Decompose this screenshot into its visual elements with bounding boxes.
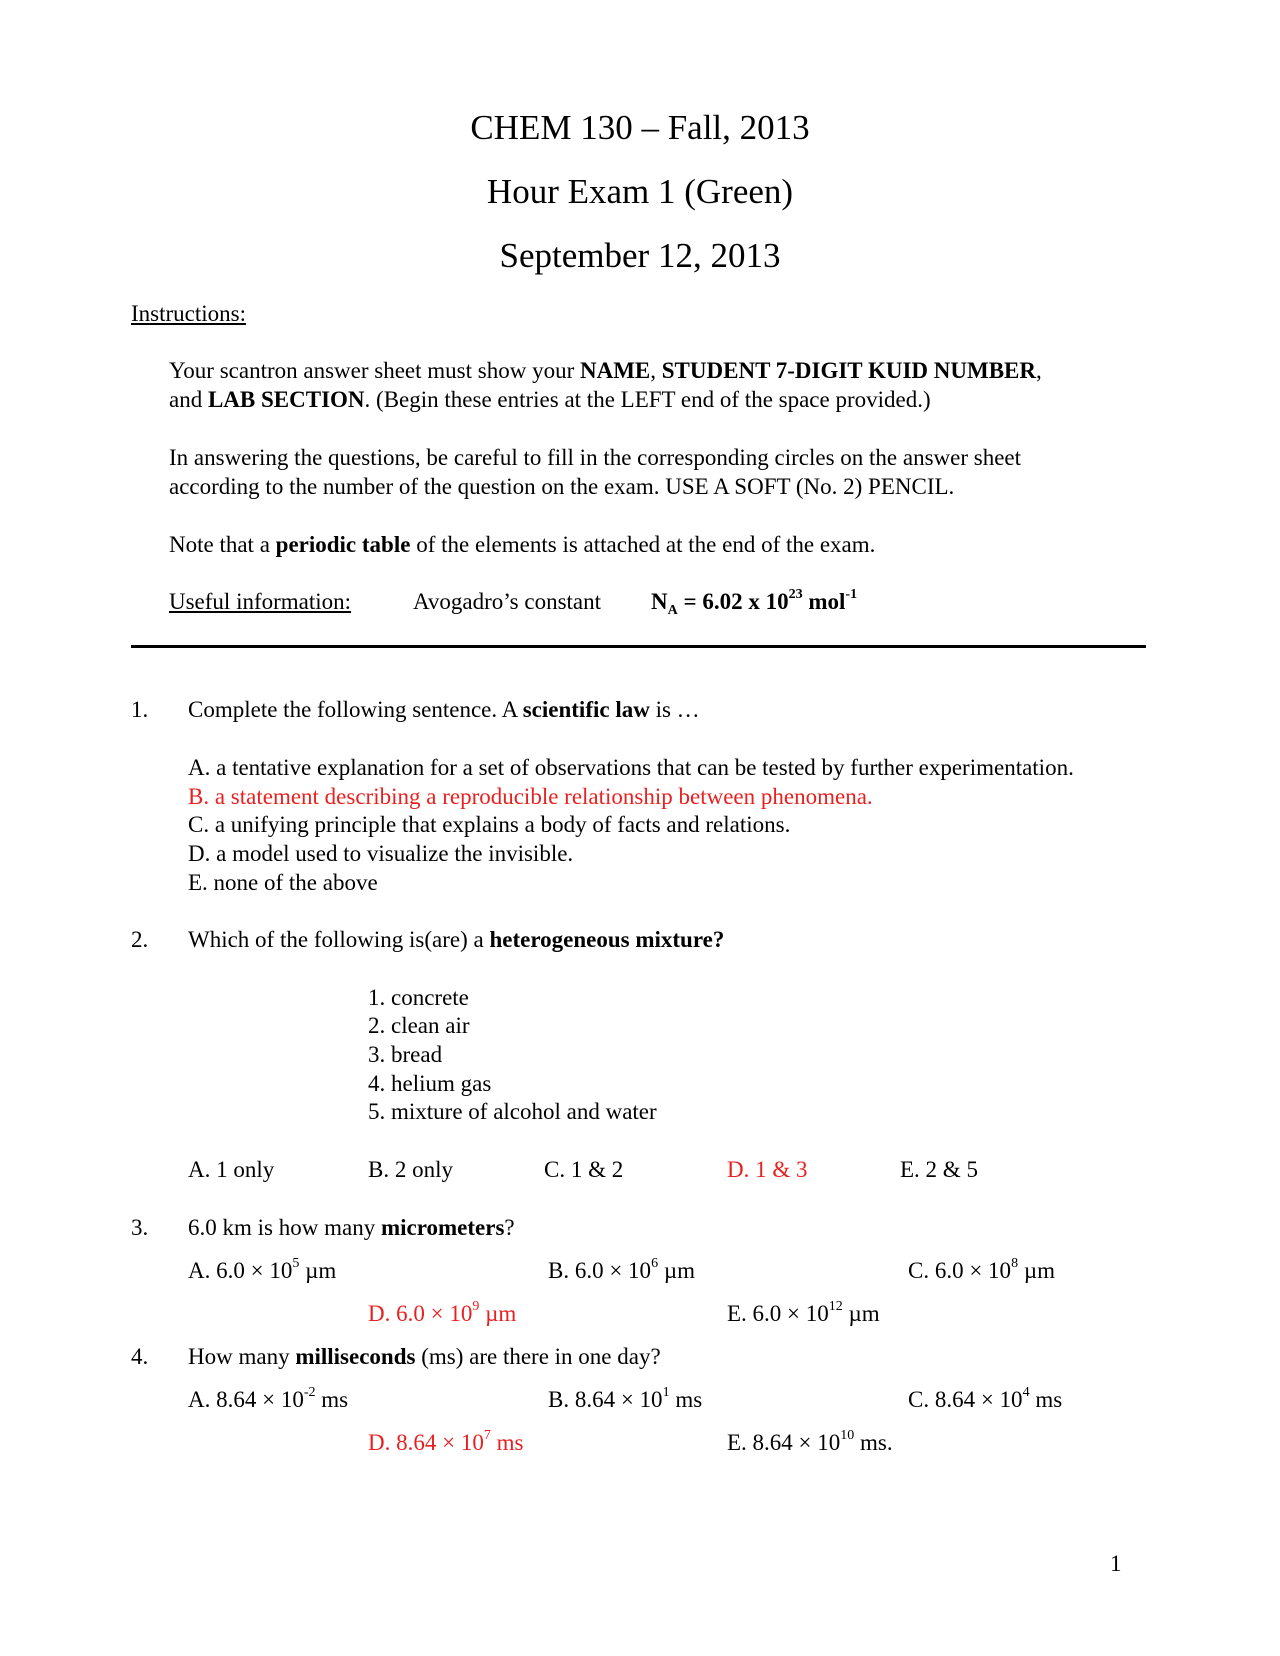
instructions-heading: Instructions: xyxy=(131,301,246,326)
q3-option-c: C. $6.0 \times 10^8$ µm xyxy=(908,1256,1055,1283)
q3-stem: 6.0 km is how many micrometers? xyxy=(188,1215,515,1240)
q1-option-d: D. a model used to visualize the invisible. xyxy=(188,841,574,866)
q2-answer-d-correct: D. 1 & 3 xyxy=(727,1157,808,1182)
q2-item: 2. clean air xyxy=(368,1013,470,1038)
q2-item: 4. helium gas xyxy=(368,1071,492,1096)
q3-option-b: B. $6.0 \times 10^6$ µm xyxy=(548,1256,695,1283)
q2-answer-b: B. 2 only xyxy=(368,1157,453,1182)
q1-number: 1. xyxy=(131,697,149,722)
instructions-line-1: Your scantron answer sheet must show your NAME, STUDENT 7-DIGIT KUID NUMBER, xyxy=(169,358,1042,383)
q2-item: 3. bread xyxy=(368,1042,443,1067)
exam-course-title: CHEM 130 – Fall, 2013 xyxy=(470,108,810,147)
q4-option-d-correct: D. $8.64 \times 10^7$ ms xyxy=(368,1428,524,1455)
q2-number: 2. xyxy=(131,927,149,952)
q2-item: 5. mixture of alcohol and water xyxy=(368,1099,657,1124)
q4-option-a: A. $8.64 \times 10^{-2}$ ms xyxy=(188,1385,349,1412)
q2-answer-a: A. 1 only xyxy=(188,1157,275,1182)
instructions-periodic-note: Note that a periodic table of the elements is attached at the end of the exam. xyxy=(169,532,876,557)
q4-option-e: E. $8.64 \times 10^{10}$ ms. xyxy=(727,1428,893,1455)
avogadro-value: $N_A = 6.02$ x $10^{23}$ mol$^{-1}$ xyxy=(651,587,858,618)
q4-option-b: B. $8.64 \times 10^1$ ms xyxy=(548,1385,703,1412)
instructions-line-2: and LAB SECTION. (Begin these entries at the LEFT end of the space provided.) xyxy=(169,387,931,412)
instructions-p2-line-1: In answering the questions, be careful to fill in the corresponding circles on the answer sheet xyxy=(169,445,1022,470)
page-number: 1 xyxy=(1110,1551,1122,1576)
exam-name: Hour Exam 1 (Green) xyxy=(486,172,794,211)
exam-date: September 12, 2013 xyxy=(499,236,781,275)
instructions-p2-line-2: according to the number of the question on the exam. USE A SOFT (No. 2) PENCIL. xyxy=(169,474,955,499)
q1-option-c: C. a unifying principle that explains a body of facts and relations. xyxy=(188,812,791,837)
q1-stem: Complete the following sentence. A scientific law is … xyxy=(188,697,700,722)
q2-item: 1. concrete xyxy=(368,985,469,1010)
section-divider xyxy=(131,645,1146,648)
q3-option-a: A. $6.0 \times 10^5$ µm xyxy=(188,1256,337,1283)
useful-info-label: Useful information: xyxy=(169,589,352,614)
q2-answer-c: C. 1 & 2 xyxy=(544,1157,624,1182)
q3-option-d-correct: D. $6.0 \times 10^9$ µm xyxy=(368,1299,517,1326)
q1-option-e: E. none of the above xyxy=(188,870,378,895)
q2-answer-e: E. 2 & 5 xyxy=(900,1157,978,1182)
q3-option-e: E. $6.0 \times 10^{12}$ µm xyxy=(727,1299,880,1326)
q4-number: 4. xyxy=(131,1344,149,1369)
avogadro-label: Avogadro’s constant xyxy=(413,589,602,614)
q3-number: 3. xyxy=(131,1215,149,1240)
q1-option-b-correct: B. a statement describing a reproducible relationship between phenomena. xyxy=(188,784,873,809)
q4-option-c: C. $8.64 \times 10^4$ ms xyxy=(908,1385,1063,1412)
q1-option-a: A. a tentative explanation for a set of observations that can be tested by further experimentation. xyxy=(188,755,1074,780)
q2-stem: Which of the following is(are) a heterogeneous mixture? xyxy=(188,927,725,952)
q4-stem: How many milliseconds (ms) are there in one day? xyxy=(188,1344,661,1369)
